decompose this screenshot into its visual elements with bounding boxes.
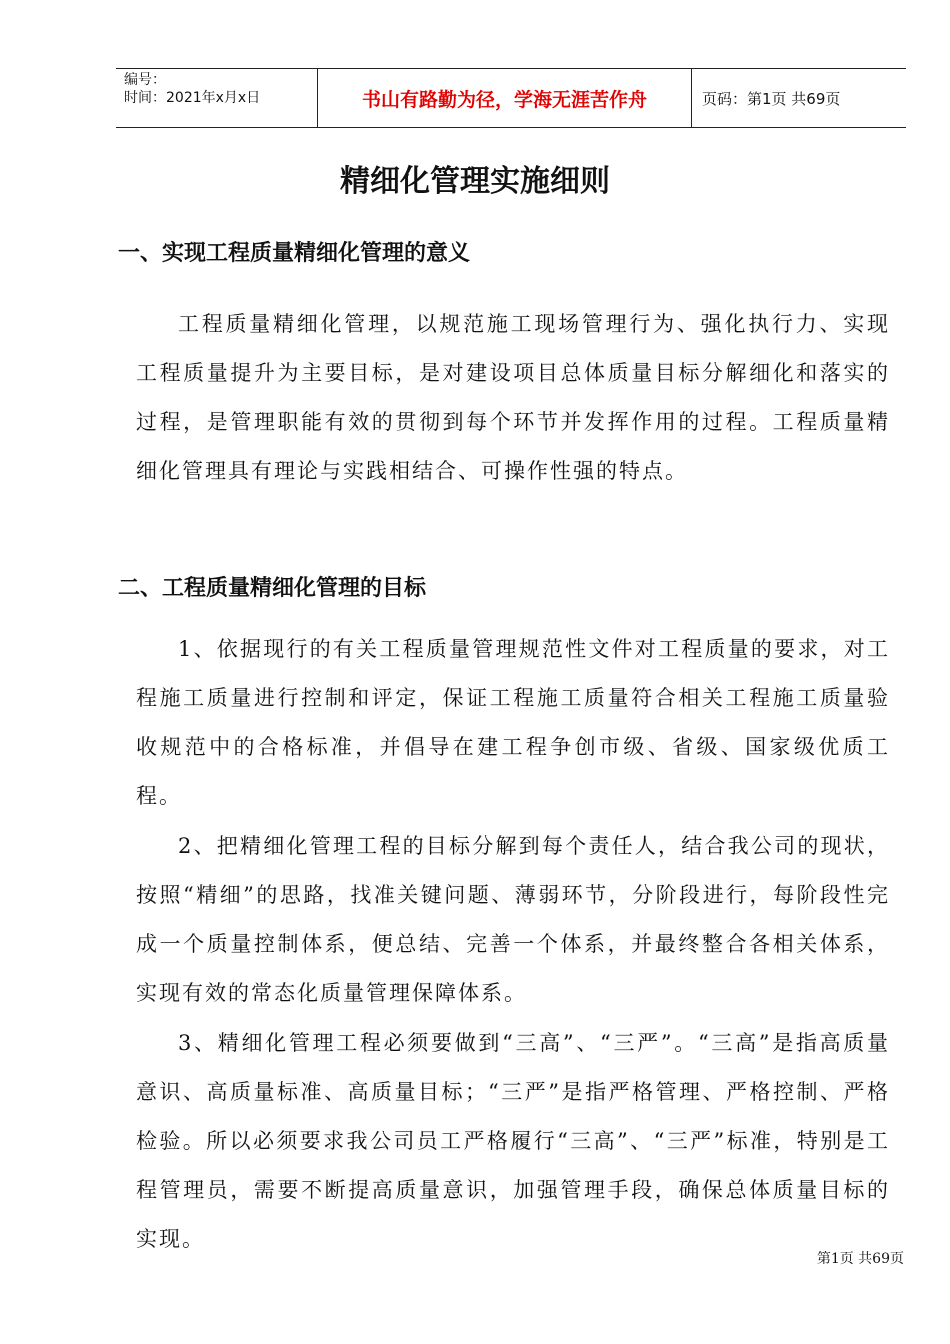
header-page-info: 页码：第1页 共69页 xyxy=(702,89,841,108)
page-header xyxy=(116,68,906,128)
document-title: 精细化管理实施细则 xyxy=(340,164,610,199)
page-footer: 第1页 共69页 xyxy=(816,1251,904,1267)
number-label: 编号： xyxy=(124,72,166,88)
header-meta xyxy=(116,69,318,127)
time-label: 时间：2021年x月x日 xyxy=(124,90,261,106)
section-2-paragraph-2: 2、把精细化管理工程的目标分解到每个责任人，结合我公司的现状，按照“精细”的思路，找准关键问题、薄弱环节，分阶段进行，每阶段性完成一个质量控制体系，便总结、完善一个体系，并最终整合各相关体系，实现有效的常态化质量管理保障体系。 xyxy=(136,834,890,1005)
section-2-paragraph-1: 1、依据现行的有关工程质量管理规范性文件对工程质量的要求，对工程施工质量进行控制和评定，保证工程施工质量符合相关工程施工质量验收规范中的合格标准，并倡导在建工程争创市级、省级、国家级优质工程。 xyxy=(136,637,890,808)
section-1-paragraph: 工程质量精细化管理，以规范施工现场管理行为、强化执行力、实现工程质量提升为主要目标，是对建设项目总体质量目标分解细化和落实的过程，是管理职能有效的贯彻到每个环节并发挥作用的过程。工程质量精细化管理具有理论与实践相结合、可操作性强的特点。 xyxy=(136,312,890,483)
section-2-heading: 二、工程质量精细化管理的目标 xyxy=(118,576,427,601)
section-1-heading: 一、实现工程质量精细化管理的意义 xyxy=(118,241,471,266)
section-2-paragraph-3: 3、精细化管理工程必须要做到“三高”、“三严”。“三高”是指高质量意识、高质量标准、高质量目标；“三严”是指严格管理、严格控制、严格检验。所以必须要求我公司员工严格履行“三高”、“三严”标准，特别是工程管理员，需要不断提高质量意识，加强管理手段，确保总体质量目标的实现。 xyxy=(136,1031,890,1251)
header-motto: 书山有路勤为径，学海无涯苦作舟 xyxy=(318,69,692,127)
